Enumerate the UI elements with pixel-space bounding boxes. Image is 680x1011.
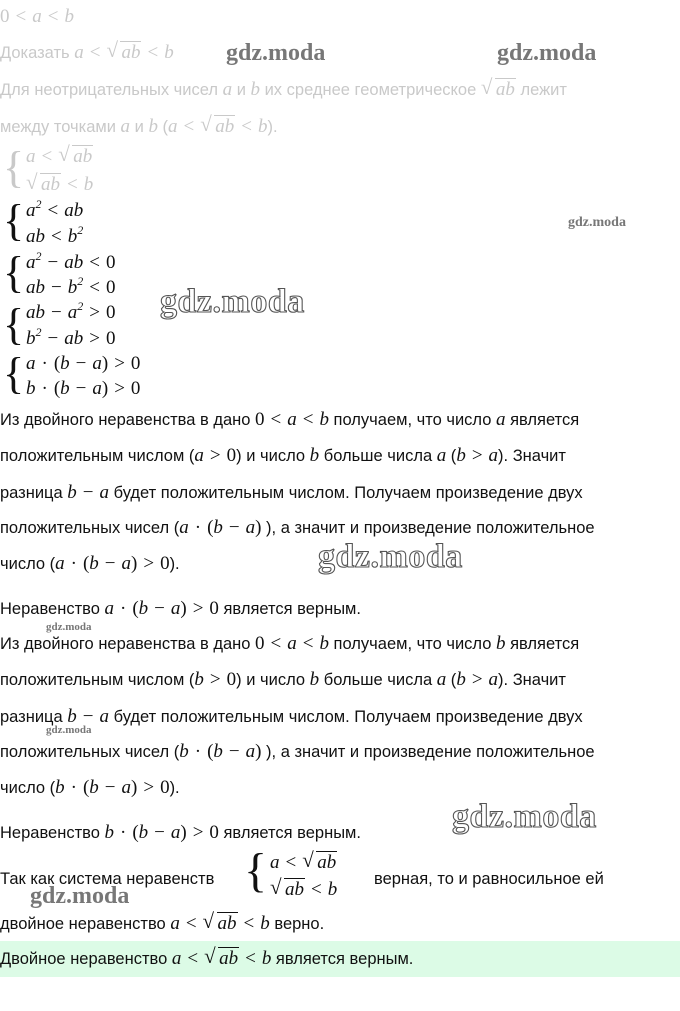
watermark: gdz.moda — [568, 215, 626, 230]
watermark: gdz.moda — [497, 40, 597, 66]
final-system-2: √ ab < b — [270, 877, 680, 903]
final-system-1: a <√ ab — [270, 850, 680, 876]
watermark: gdz.moda — [30, 883, 130, 909]
para2-line2: положительным числом (b > 0) и число b больше числа a (b > a). Значит — [0, 669, 566, 690]
answer-line: Двойное неравенство a <√ ab < b является верным. — [0, 946, 680, 972]
brace: { — [3, 196, 25, 245]
para2-line4: положительных чисел (b · (b − a) ), а значит и произведение положительное — [0, 741, 595, 762]
para2-line5: число (b · (b − a) > 0). — [0, 777, 180, 798]
watermark: gdz.moda — [46, 724, 92, 736]
para2-line1: Из двойного неравенства в дано 0 < a < b получаем, что число b является — [0, 633, 580, 654]
watermark: gdz.moda — [452, 798, 597, 835]
final-line2: двойное неравенство a <√ ab < b верно. — [0, 911, 680, 937]
para1-line2: положительным числом (a > 0) и число b больше числа a (b > a). Значит — [0, 445, 566, 466]
para2-conclusion: Неравенство b · (b − a) > 0 является верным. — [0, 822, 361, 843]
system-r4a: a · (b − a) > 0 — [26, 353, 141, 374]
brace: { — [3, 300, 25, 349]
final-line1: Так как система неравенств — [0, 870, 215, 888]
prove-line: Доказать a <√ ab < b — [0, 40, 680, 66]
final-line1b: верная, то и равносильное ей — [374, 870, 604, 888]
watermark: gdz.moda — [318, 538, 463, 575]
para2-line3: разница b − a будет положительным числом. Получаем произведение двух — [0, 706, 583, 727]
system-r3b: $b^2$ − ab > 0 — [26, 325, 116, 349]
watermark: gdz.moda — [160, 283, 305, 320]
brace: { — [3, 349, 25, 398]
watermark: gdz.moda — [46, 621, 92, 633]
system-r2a: $a^2$ − ab < 0 — [26, 249, 116, 273]
brace: { — [3, 143, 25, 192]
brace: { — [244, 844, 268, 897]
para1-conclusion: Неравенство a · (b − a) > 0 является верным. — [0, 598, 361, 619]
system-r1a: $a^2$ < ab — [26, 197, 84, 221]
system-s1: a <√ ab — [26, 144, 680, 170]
brace: { — [3, 248, 25, 297]
para1-line4: положительных чисел (a · (b − a) ), а значит и произведение положительное — [0, 517, 595, 538]
system-r3a: ab − $a^2 > 0$ — [26, 299, 116, 323]
system-s2: √ ab < b — [26, 172, 680, 198]
system-r2b: ab − $b^2 < 0$ — [26, 274, 116, 298]
given-line: 0 < a < b — [0, 6, 74, 27]
para1-line3: разница b − a будет положительным числом. Получаем произведение двух — [0, 482, 583, 503]
system-r1b: ab < $b^2$ — [26, 223, 84, 247]
para1-line5: число (a · (b − a) > 0). — [0, 553, 180, 574]
watermark: gdz.moda — [226, 40, 326, 66]
intro-line-1: Для неотрицательных чисел a и b их среднее геометрическое √ ab лежит — [0, 77, 680, 103]
system-r4b: b · (b − a) > 0 — [26, 378, 141, 399]
para1-line1: Из двойного неравенства в дано 0 < a < b получаем, что число a является — [0, 409, 580, 430]
intro-line-2: между точками a и b (a <√ ab < b). — [0, 114, 680, 140]
